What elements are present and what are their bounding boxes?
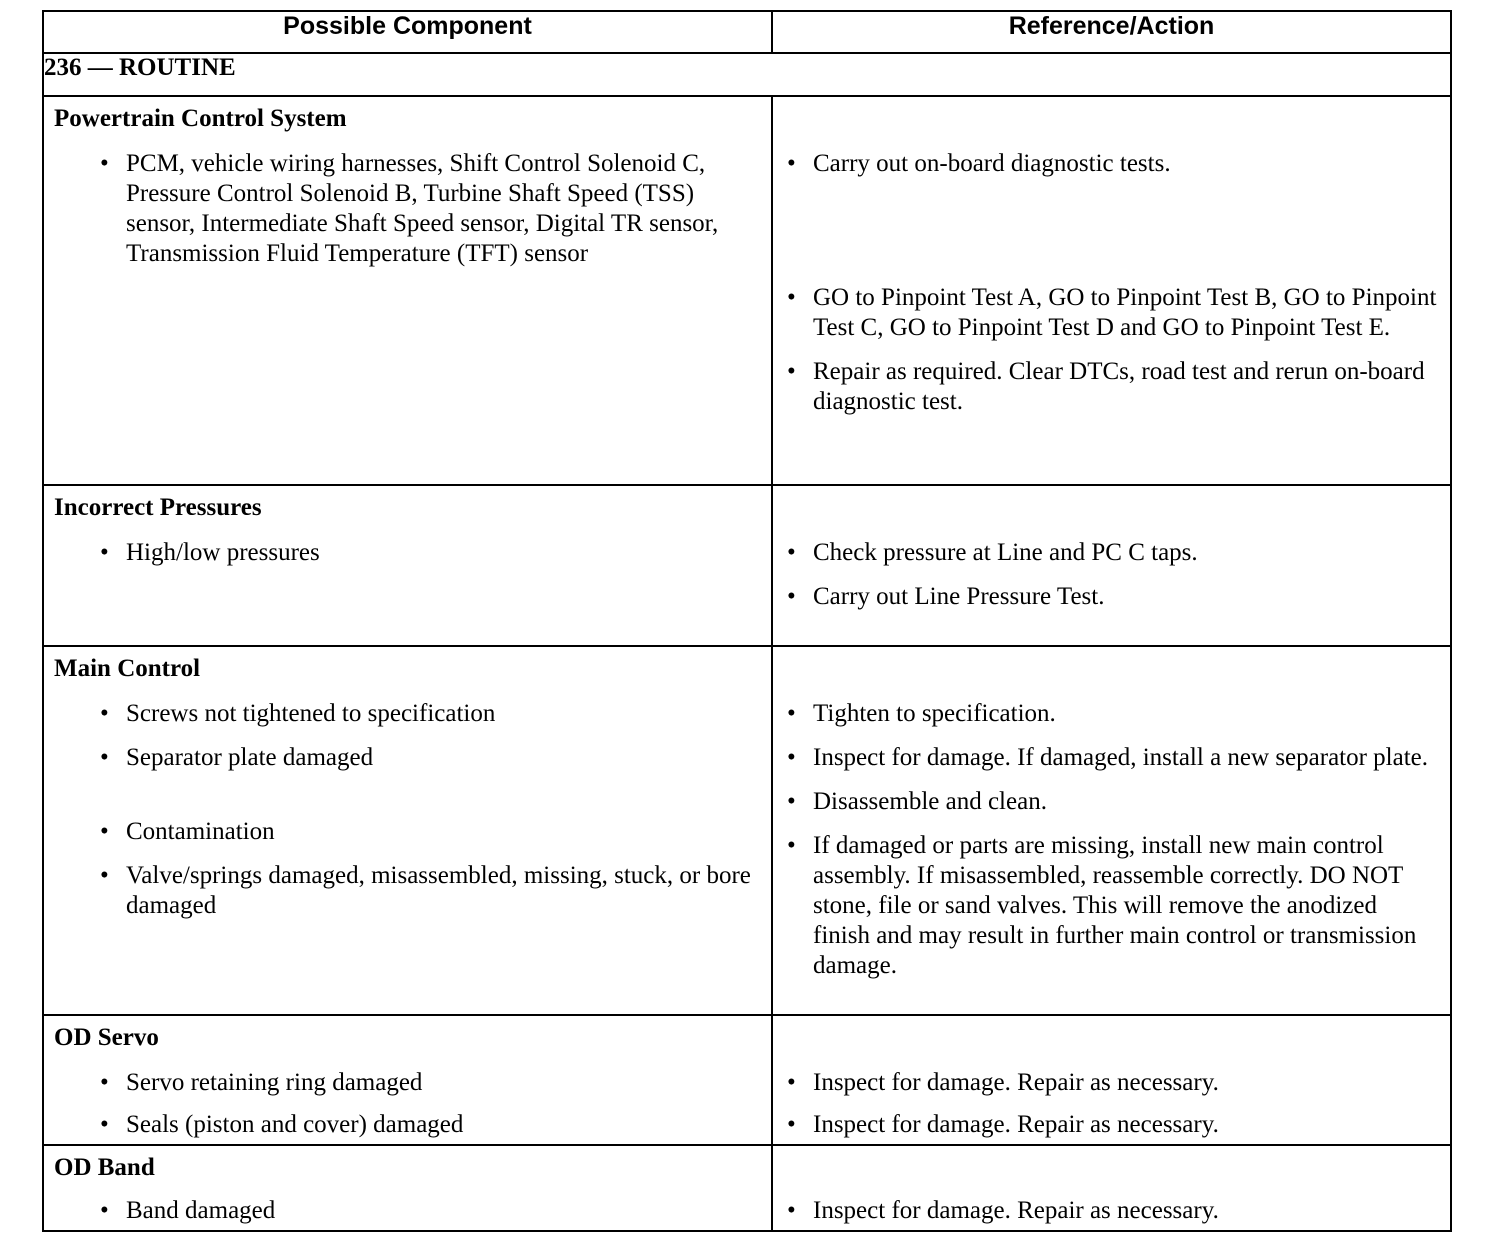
section-row-incorrect-pressures bbox=[43, 485, 1451, 646]
action-cell bbox=[772, 646, 1451, 1015]
component-item: • Screws not tightened to specification bbox=[44, 699, 771, 729]
action-item: • If damaged or parts are missing, install new main control assembly. If misassembled, reassemble correctly. DO NOT stone, file or sand valves. This will remove the anodized finish and may result in further main control or transmission damage. bbox=[773, 831, 1450, 981]
component-cell bbox=[43, 485, 772, 646]
action-item: • Inspect for damage. Repair as necessary. bbox=[773, 1110, 1450, 1140]
diagnostic-page bbox=[42, 10, 1450, 1232]
section-row-powertrain bbox=[43, 96, 1451, 485]
action-item: • Carry out on-board diagnostic tests. bbox=[773, 149, 1450, 179]
component-cell bbox=[43, 96, 772, 485]
action-item: • Inspect for damage. Repair as necessary. bbox=[773, 1068, 1450, 1098]
section-title: Incorrect Pressures bbox=[54, 494, 262, 521]
action-item: • GO to Pinpoint Test A, GO to Pinpoint Test B, GO to Pinpoint Test C, GO to Pinpoint Test D and GO to Pinpoint Test E. bbox=[773, 283, 1450, 343]
section-row-main-control bbox=[43, 646, 1451, 1015]
component-cell bbox=[43, 646, 772, 1015]
component-item: • Separator plate damaged bbox=[44, 743, 771, 773]
routine-row bbox=[43, 53, 1451, 96]
action-cell bbox=[772, 96, 1451, 485]
action-item: • Disassemble and clean. bbox=[773, 787, 1450, 817]
action-item: • Inspect for damage. If damaged, install a new separator plate. bbox=[773, 743, 1450, 773]
action-item: • Tighten to specification. bbox=[773, 699, 1450, 729]
component-item: • Contamination bbox=[44, 817, 771, 847]
component-item: • Servo retaining ring damaged bbox=[44, 1068, 771, 1098]
component-item: • Seals (piston and cover) damaged bbox=[44, 1110, 771, 1140]
section-title: OD Band bbox=[54, 1154, 155, 1181]
header-possible-component: Possible Component bbox=[43, 11, 772, 53]
section-title: OD Servo bbox=[54, 1024, 159, 1051]
header-row bbox=[43, 11, 1451, 53]
action-item: • Carry out Line Pressure Test. bbox=[773, 582, 1450, 612]
section-title: Main Control bbox=[54, 655, 201, 682]
action-cell bbox=[772, 1145, 1451, 1231]
component-cell bbox=[43, 1015, 772, 1145]
component-cell bbox=[43, 1145, 772, 1231]
component-item: • Band damaged bbox=[44, 1196, 771, 1226]
header-reference-action: Reference/Action bbox=[772, 11, 1451, 53]
component-item: • High/low pressures bbox=[44, 538, 771, 568]
section-row-od-band bbox=[43, 1145, 1451, 1231]
component-item: • PCM, vehicle wiring harnesses, Shift Control Solenoid C, Pressure Control Solenoid B, Turbine Shaft Speed (TSS) sensor, Intermediate Shaft Speed sensor, Digital TR sensor, Transmission Fluid Temperature (TFT) sensor bbox=[44, 149, 771, 269]
action-cell bbox=[772, 485, 1451, 646]
section-title: Powertrain Control System bbox=[54, 105, 347, 132]
action-item: • Check pressure at Line and PC C taps. bbox=[773, 538, 1450, 568]
component-item: • Valve/springs damaged, misassembled, missing, stuck, or bore damaged bbox=[44, 861, 771, 921]
action-item: • Inspect for damage. Repair as necessary. bbox=[773, 1196, 1450, 1226]
diagnostic-table bbox=[42, 10, 1452, 1232]
section-row-od-servo bbox=[43, 1015, 1451, 1145]
action-item: • Repair as required. Clear DTCs, road test and rerun on-board diagnostic test. bbox=[773, 357, 1450, 417]
action-cell bbox=[772, 1015, 1451, 1145]
routine-label: 236 — ROUTINE bbox=[43, 53, 1451, 96]
